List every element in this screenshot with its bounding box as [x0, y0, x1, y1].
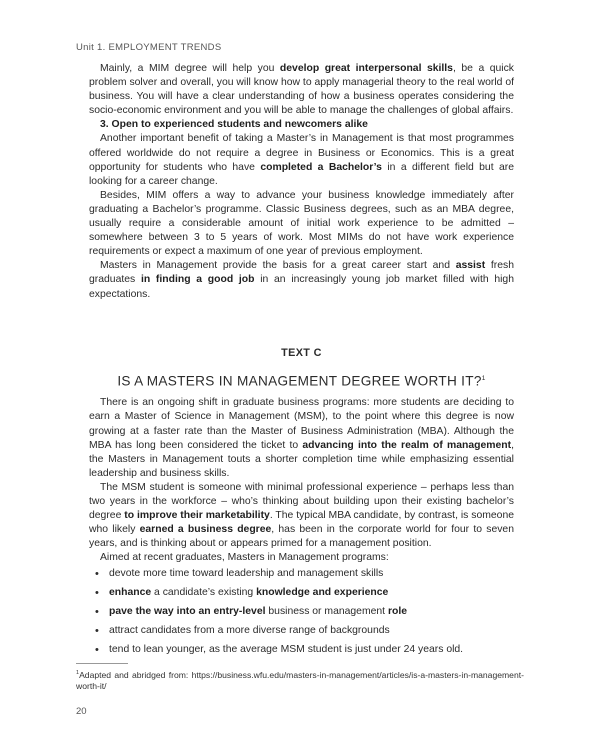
paragraph-shift: There is an ongoing shift in graduate business programs: more students are deciding to earn a Master of Science in Management (MSM), to the point where this degree is now growing at a faster rate than the Master of Business Administration (MBA). Although the MBA has long been considered the ticket to advancing into the realm of management, the Masters in Management touts a shorter completion time while emphasizing essential leadership and business skills. [89, 397, 514, 479]
list-item: • pave the way into an entry-level business or management role [95, 606, 408, 619]
text-c-title: IS A MASTERS IN MANAGEMENT DEGREE WORTH IT?$^1$ [117, 373, 486, 389]
bold-term: develop great interpersonal skills [279, 63, 453, 74]
list-item: • attract candidates from a more diverse range of backgrounds [95, 625, 390, 638]
footnote: $^1$Adapted and abridged from: https://business.wfu.edu/masters-in-management/articles/is-a-masters-in-management-worth-it/ [76, 669, 524, 692]
list-item: • tend to lean younger, as the average MSM student is just under 24 years old. [95, 644, 464, 656]
section-heading-3: 3. Open to experienced students and newcomers alike [100, 119, 368, 131]
text-c-label: TEXT C [281, 346, 322, 359]
bullet-icon: • [95, 606, 99, 619]
footnote-number: 1 [76, 670, 80, 676]
list-item: • enhance a candidate’s existing knowledge and experience [95, 587, 389, 600]
bullet-icon: • [95, 644, 99, 656]
bold-term: to improve their marketability [124, 510, 270, 522]
footnote-divider [76, 663, 128, 664]
paragraph-career-start: Masters in Management provide the basis for a great career start and assist fresh graduates in finding a good job in an increasingly young job market filled with high expectations. [89, 260, 514, 300]
bold-term: assist [455, 260, 486, 272]
paragraph-msm-student: The MSM student is someone with minimal professional experience – perhaps less than two years in the workforce – who’s thinking about building upon their existing bachelor’s degree to improve their marketability. The typical MBA candidate, by contrast, is someone who likely earned a business degree, has been in the corporate world for four to seven years, and is thinking about or appears primed for a management position. [89, 481, 514, 550]
paragraph-aimed: Aimed at recent graduates, Masters in Management programs: [100, 552, 389, 564]
bullet-icon: • [95, 625, 99, 638]
bold-term: earned a business degree [139, 524, 272, 536]
footnote-marker: 1 [481, 374, 486, 382]
paragraph-benefit: Another important benefit of taking a Master’s in Management is that most programmes offered worldwide do not require a degree in Business or Economics. This is a great opportunity for students who have completed a Bachelor’s in a different field but are looking for a career change. [89, 133, 514, 187]
list-item: • devote more time toward leadership and management skills [95, 568, 384, 581]
bullet-list [89, 567, 514, 657]
bold-term: completed a Bachelor’s [260, 161, 382, 173]
paragraph-mim-skills: Mainly, a MIM degree will help you develop great interpersonal skills, be a quick problem solver and overall, you will know how to apply managerial theory to the real world of business. You will have a clear understanding of how a business operates considering the socio-economic environment and you will be able to manage the challenges of global affairs. [89, 63, 514, 117]
running-head: Unit 1. EMPLOYMENT TRENDS [76, 42, 222, 53]
bold-term: advancing into the realm of management [302, 439, 512, 451]
bullet-icon: • [95, 568, 99, 581]
bold-term: in finding a good job [140, 274, 255, 286]
bullet-icon: • [95, 587, 99, 600]
paragraph-besides: Besides, MIM offers a way to advance your business knowledge immediately after graduating a Bachelor’s programme. Classic Business degrees, such as an MBA degree, usually require a considerable amount of initial work experience to be admitted – somewhere between 3 to 5 years of work. Most MIMs do not have work experience requirements or expect a maximum of one year of previous employment. [89, 189, 514, 258]
page-number: 20 [76, 706, 87, 717]
page-body [89, 62, 514, 662]
